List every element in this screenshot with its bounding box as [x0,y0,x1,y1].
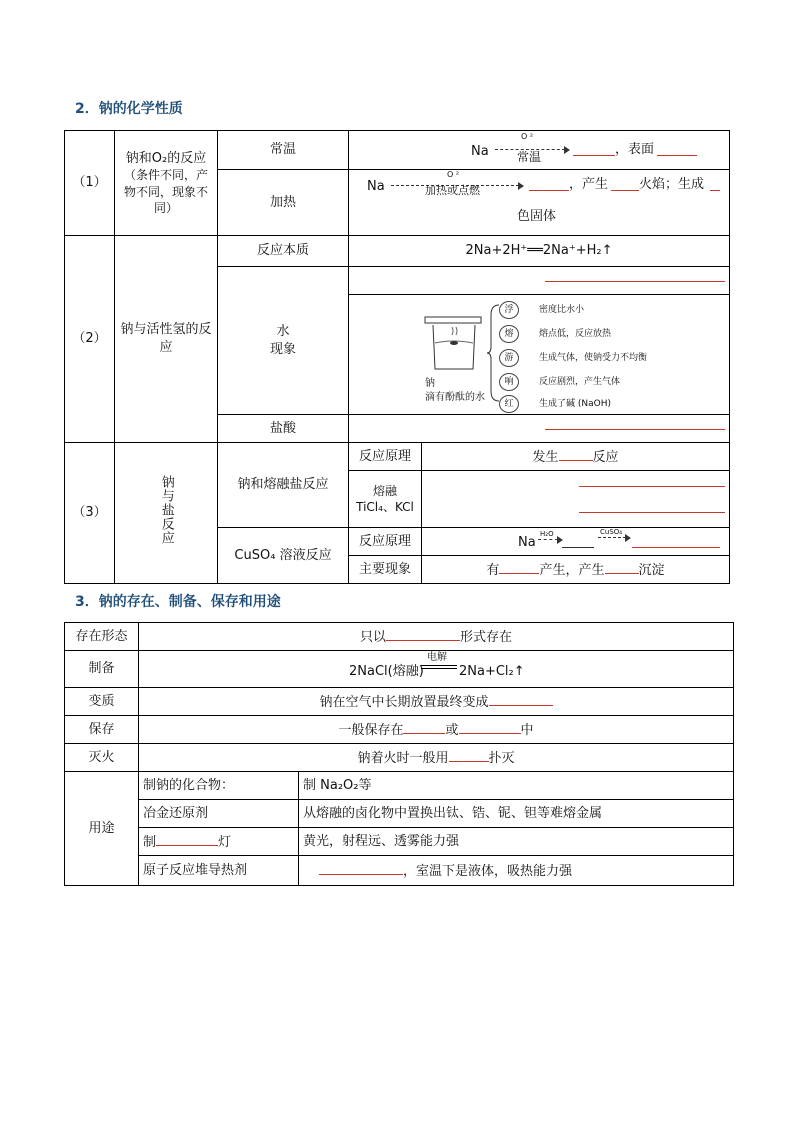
float-icon: 浮 [499,301,519,319]
blank-precipitate[interactable] [605,559,639,574]
store-post: 中 [520,723,534,739]
phenomenon-label: 现象 [269,341,296,357]
prepare-cond: 电解 [427,652,447,663]
eq-flame: 火焰；生成 [639,177,705,192]
blank-kcl-eq[interactable] [579,511,725,513]
use-desc-4: ，室温下是液体，吸热能力强 [403,864,573,880]
molten-salt-blanks [422,471,730,528]
prepare-line-2 [421,668,457,669]
blank-gas[interactable] [499,559,539,574]
fire-pre: 钠着火时一般用 [357,751,449,767]
essence-equation: 2Na+2H⁺══2Na⁺+H₂↑ [349,236,730,267]
use-desc-3: 黄光，射程远、透雾能力强 [299,828,734,856]
change-value [139,688,734,716]
use-name-2: 冶金还原剂 [139,800,299,828]
phenomenon-sound: 反应剧烈，产生气体 [539,377,621,387]
acid-blank-cell [349,415,730,443]
molten-cell: 钠和熔融盐反应 [218,443,349,528]
prepare-label: 制备 [65,651,139,688]
blank-change-product[interactable] [489,691,553,706]
molten-salt-cell: 熔融 TiCl₄、KCl [349,471,422,528]
prepare-right: 2Na+Cl₂↑ [459,664,525,679]
eq-surface: ，表面 [615,142,655,157]
row3-number: （3） [65,443,115,584]
blank-lamp[interactable] [156,831,218,846]
cuso4-equation [422,528,730,556]
heat-equation [349,170,730,236]
produce-text: 产生，产生 [539,563,605,579]
water-phenomenon-diagram [349,295,730,415]
store-value [139,716,734,744]
principle-cell: 反应原理 [349,443,422,471]
blank-water-eq[interactable] [545,280,725,282]
sound-icon: 响 [499,373,519,391]
principle2-cell: 反应原理 [349,528,422,556]
exist-label: 存在形态 [65,623,139,651]
phenomenon-melt: 熔点低，反应放热 [539,329,612,339]
change-text: 钠在空气中长期放置最终变成 [319,695,489,711]
caption-sodium: 钠 [425,378,435,389]
blank-reaction-type[interactable] [559,446,593,461]
water-cell [218,267,349,415]
use-label: 用途 [65,772,139,886]
use-name-3 [139,828,299,856]
use-lamp-pre: 制 [143,835,157,851]
blank-acid-eq[interactable] [545,428,725,430]
row1-label [115,131,218,236]
blank-exist-form[interactable] [386,626,460,641]
melt-icon: 熔 [499,325,519,343]
fire-post: 扑灭 [488,751,515,767]
row3-label [115,443,218,584]
section3-title: 3．钠的存在、制备、保存和用途 [75,594,281,610]
caption-water: 滴有酚酞的水 [425,392,485,403]
phenomenon-float: 密度比水小 [539,305,585,315]
fire-label: 灭火 [65,744,139,772]
has-text: 有 [486,563,500,579]
blank-coolant[interactable] [319,860,403,875]
row2-label: 钠与活性氢的反应 [115,236,218,443]
phenomenon-swim: 生成气体，使钠受力不均衡 [539,353,648,363]
store-pre: 一般保存在 [338,723,404,739]
exist-post: 形式存在 [460,630,513,646]
principle-value [422,443,730,471]
blank-ticl4-eq[interactable] [579,485,725,487]
main-phen-cell: 主要现象 [349,556,422,584]
blank-cu-mid[interactable] [562,533,594,548]
cu-eq-na: Na [518,535,536,550]
normal-temp-equation [349,131,730,170]
blank-surface[interactable] [657,141,697,156]
blank-normal-product[interactable] [573,141,615,156]
swim-icon: 游 [499,349,519,367]
o2-reaction-label: 钠和O₂的反应 [125,150,207,166]
salt-reaction-label: 钠与盐反应 [158,475,174,546]
react-text: 反应 [592,450,619,466]
store-label: 保存 [65,716,139,744]
cu-arrow-2 [598,537,626,538]
beaker-diagram [423,313,487,375]
red-icon: 红 [499,395,519,413]
eq-o2-top: O ² [521,132,534,141]
use-desc-2: 从熔融的卤化物中置换出钛、锆、铌、钽等难熔金属 [299,800,734,828]
o2-reaction-note: （条件不同，产物不同，现象不同） [123,168,208,215]
use-desc-4-cell [299,856,734,886]
cu-eq-h2o: H₂O [540,530,554,538]
occur-text: 发生 [532,450,559,466]
essence-cell: 反应本质 [218,236,349,267]
cu-arrow-1 [538,539,558,540]
fire-value [139,744,734,772]
exist-pre: 只以 [359,630,386,646]
normal-temp-cell: 常温 [218,131,349,170]
eq-o2-top-heat: O ² [447,170,460,179]
store-mid: 或 [445,723,459,739]
prepare-left: 2NaCl(熔融) [349,664,424,679]
water-label: 水 [276,323,290,339]
change-label: 变质 [65,688,139,716]
use-lamp-post: 灯 [218,835,232,851]
use-name-4: 原子反应堆导热剂 [139,856,299,886]
blank-fire-agent[interactable] [449,747,489,762]
blank-cu-product[interactable] [632,533,720,548]
heat-cell: 加热 [218,170,349,236]
eq-produce: ，产生 [569,177,609,192]
cuso4-cell: CuSO₄ 溶液反应 [218,528,349,584]
use-desc-1: 制 Na₂O₂等 [299,772,734,800]
row2-number: （2） [65,236,115,443]
prepare-line-1 [421,665,457,666]
section2-title: 2．钠的化学性质 [75,101,183,117]
phenomenon-red: 生成了碱 (NaOH) [539,399,611,409]
prepare-value [139,651,734,688]
main-phen-value [422,556,730,584]
precip-text: 沉淀 [638,563,665,579]
blank-color[interactable] [710,176,720,191]
blank-store-2[interactable] [459,719,521,734]
blank-heat-product[interactable] [529,176,569,191]
chemical-properties-table [64,130,730,584]
water-blank-cell [349,267,730,295]
eq-na: Na [471,144,489,159]
eq-cond-heat: 加热或点燃 [425,184,480,197]
existence-table [64,622,734,886]
acid-cell: 盐酸 [218,415,349,443]
eq-cond: 常温 [517,150,542,164]
blank-store-1[interactable] [403,719,445,734]
exist-value [139,623,734,651]
blank-flame[interactable] [611,176,639,191]
eq-na-heat: Na [367,179,385,194]
eq-solid: 色固体 [517,209,557,224]
brace-icon [487,303,501,403]
use-name-1: 制钠的化合物： [139,772,299,800]
cu-eq-cuso4: CuSO₄ [600,528,623,536]
row1-number: （1） [65,131,115,236]
